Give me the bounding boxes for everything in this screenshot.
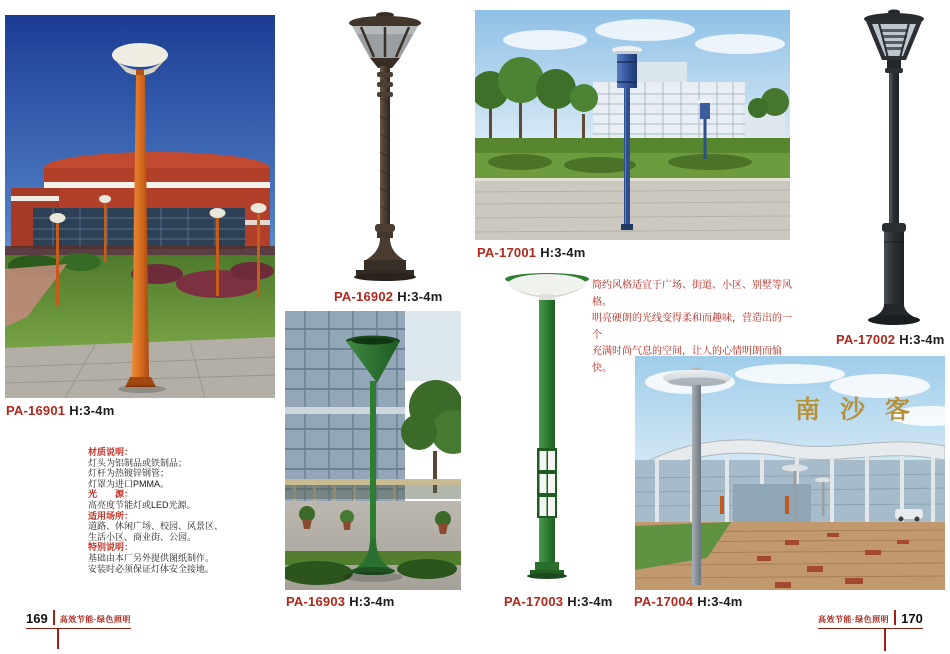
lantern-head [864, 10, 924, 74]
product-code: PA-17001 [477, 245, 537, 260]
material-spec-notes [88, 447, 273, 574]
product-code: PA-17004 [634, 594, 694, 609]
footer-rule-tail-right [884, 629, 886, 651]
cylindrical-base [868, 223, 920, 325]
page-number-left: 169 [26, 611, 48, 626]
footer-right [818, 610, 923, 629]
description-line: 充满时尚气息的空间，让人的心情明朗而愉快。 [592, 346, 782, 374]
product-height: H:3-4m [69, 403, 115, 418]
pole [539, 294, 555, 562]
footer-rule-tail-left [57, 629, 59, 649]
notes-line: 灯罩为进口PMMA。 [88, 478, 170, 489]
photo-pa16901-plaza-scene [5, 15, 275, 398]
product-label-pa16902 [334, 289, 442, 304]
product-height: H:3-4m [899, 332, 945, 347]
product-height: H:3-4m [697, 594, 743, 609]
footer-slogan-left: 高效节能·绿色照明 [59, 615, 131, 624]
notes-line: 灯头为铝制品或铁制品； [88, 457, 188, 468]
product-label-pa17003 [504, 594, 612, 609]
notes-heading-applications: 适用场所： [88, 510, 134, 521]
decorative-base [354, 224, 416, 281]
notes-line: 基础由本厂另外提供图纸制作。 [88, 552, 215, 563]
footer-divider [53, 610, 55, 625]
product-code: PA-17003 [504, 594, 564, 609]
page-number-right: 170 [901, 611, 923, 626]
photo-pa17001-campus-scene [475, 10, 790, 240]
base [527, 562, 567, 579]
style-description [592, 278, 797, 377]
photo-pa16903-building-scene [285, 311, 461, 590]
product-code: PA-16903 [286, 594, 346, 609]
notes-heading-light-source: 光 源： [88, 489, 134, 500]
notes-line: 生活小区、商业街、公园。 [88, 531, 197, 542]
product-code: PA-16902 [334, 289, 394, 304]
footer-left [26, 610, 131, 629]
product-code: PA-17002 [836, 332, 896, 347]
product-height: H:3-4m [540, 245, 586, 260]
notes-heading-material: 材质说明： [88, 447, 134, 457]
product-code: PA-16901 [6, 403, 66, 418]
product-label-pa16903 [286, 594, 394, 609]
notes-heading-special: 特别说明： [88, 542, 134, 553]
product-label-pa16901 [6, 403, 114, 418]
product-label-pa17001 [477, 245, 585, 260]
description-line: 简约风格适宜于广场、街道、小区、别墅等风格。 [592, 280, 792, 308]
lamp-cutout-pa17003 [497, 268, 597, 590]
pole [889, 73, 899, 223]
product-label-pa17002 [836, 332, 944, 347]
footer-divider [894, 610, 896, 625]
trees [401, 380, 461, 493]
footer-slogan-right: 高效节能·绿色照明 [818, 615, 890, 624]
photo-pa17004-terminal-scene [635, 356, 945, 590]
product-label-pa17004 [634, 594, 742, 609]
product-height: H:3-4m [397, 289, 443, 304]
lamp-cutout-pa17002 [842, 6, 947, 328]
twisted-pole [377, 66, 393, 226]
lantern-head [349, 12, 421, 68]
product-height: H:3-4m [349, 594, 395, 609]
lattice-windows [537, 448, 557, 518]
product-height: H:3-4m [567, 594, 613, 609]
building-sign-text: 南沙客 [795, 396, 931, 424]
notes-line: 安装时必须保证灯体安全接地。 [88, 563, 215, 574]
notes-line: 高亮度节能灯或LED光源。 [88, 499, 196, 510]
description-line: 明亮硬朗的光线变得柔和而趣味，营造出的一个 [592, 313, 792, 341]
lamp-cutout-pa16902 [330, 8, 440, 286]
notes-line: 灯杆为热镀锌钢管； [88, 468, 170, 479]
notes-line: 道路、休闲广场、校园、风景区、 [88, 521, 224, 532]
